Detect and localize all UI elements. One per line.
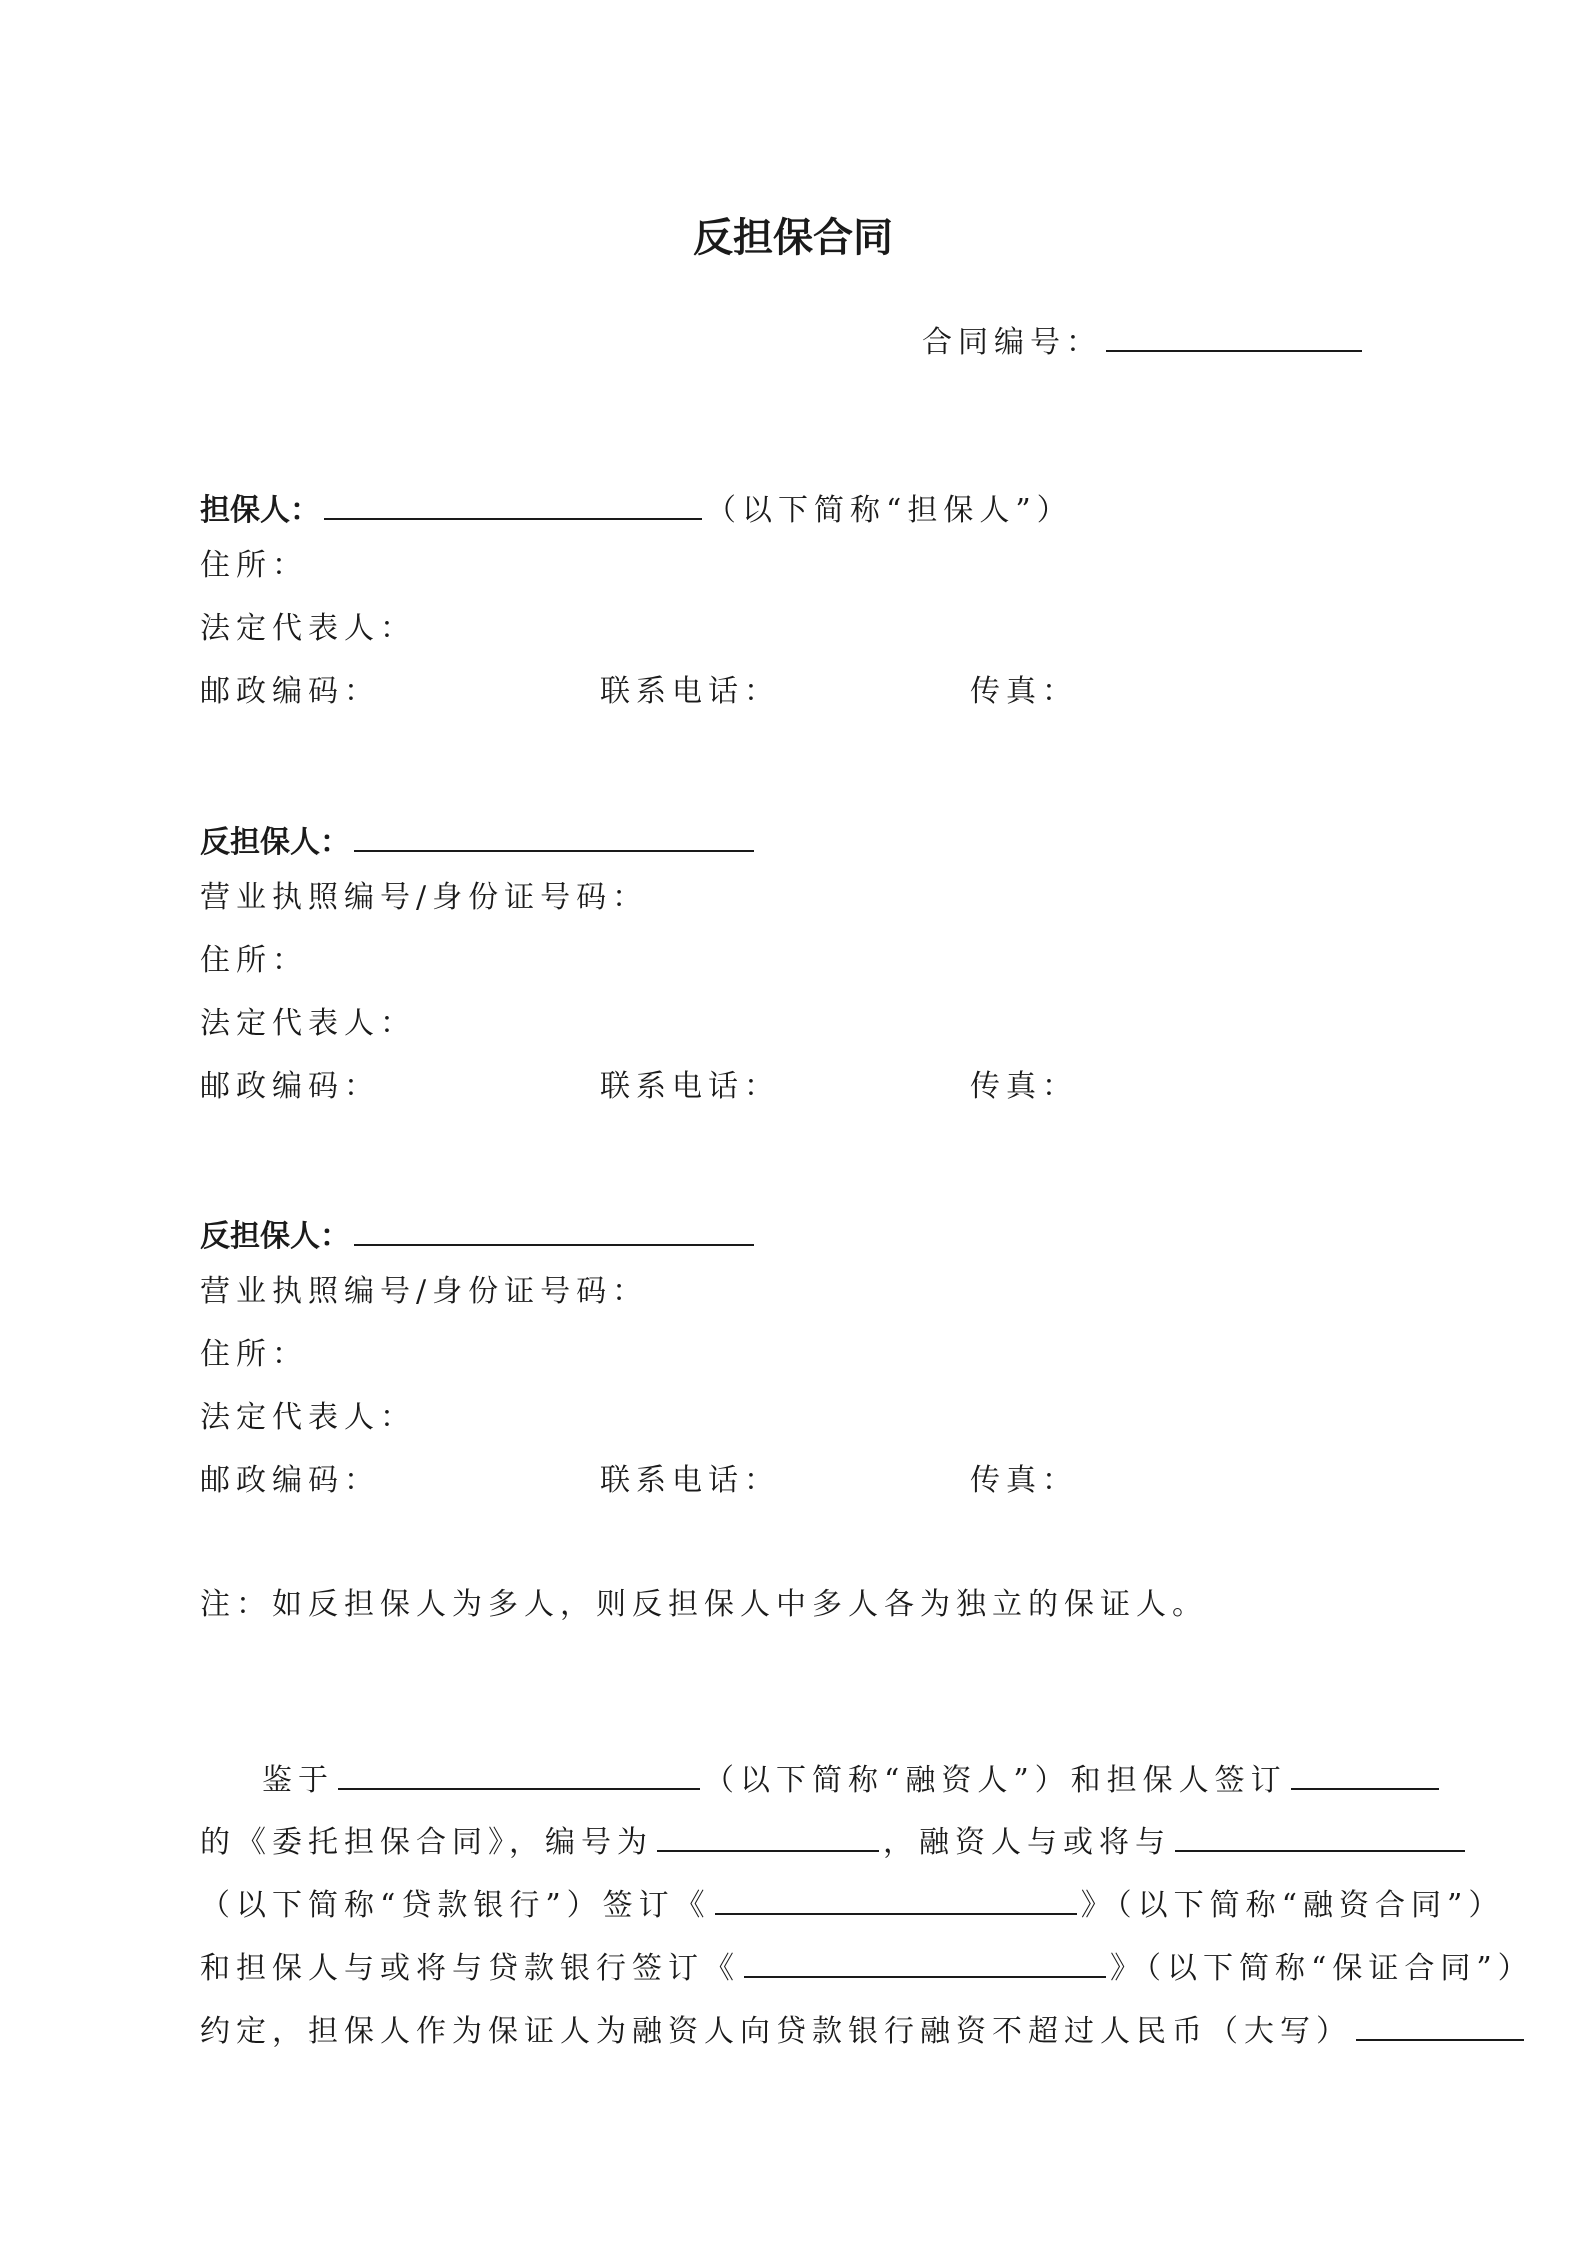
counter-guarantor-2-fax: 传真：	[970, 1463, 1078, 1498]
counter-guarantor-1-phone: 联系电话：	[600, 1069, 780, 1104]
counter-guarantor-1-address: 住所：	[200, 943, 308, 978]
contract-number-row	[922, 320, 1366, 358]
guarantor-label: 担保人：	[200, 493, 320, 528]
body-text: ，融资人与或将与	[883, 1825, 1171, 1860]
contract-number-label: 合同编号：	[922, 325, 1102, 360]
body-text: （以下简称“贷款银行”）签订《	[200, 1888, 711, 1923]
guarantee-contract-name-field[interactable]	[744, 1946, 1106, 1978]
counter-guarantor-1-legal-rep: 法定代表人：	[200, 1006, 416, 1041]
document-title: 反担保合同	[693, 215, 893, 261]
guarantor-alias: （以下简称“担保人”）	[706, 493, 1073, 528]
counter-guarantor-1-name-field[interactable]	[354, 820, 754, 852]
body-line-2	[200, 1820, 1469, 1858]
financing-party-field[interactable]	[338, 1758, 700, 1790]
counter-guarantor-1-name-row	[200, 820, 758, 858]
guarantor-phone: 联系电话：	[600, 674, 780, 709]
body-text: 鉴于	[262, 1763, 334, 1798]
body-line-4	[200, 1946, 1534, 1984]
counter-guarantor-1-license: 营业执照编号/身份证号码：	[200, 880, 649, 915]
counter-guarantor-label: 反担保人：	[200, 1219, 350, 1254]
counter-guarantor-1-fax: 传真：	[970, 1069, 1078, 1104]
guarantor-name-row	[200, 488, 1073, 526]
counter-guarantor-2-postcode: 邮政编码：	[200, 1463, 380, 1498]
signing-date-field[interactable]	[1291, 1758, 1439, 1790]
body-text: 和担保人与或将与贷款银行签订《	[200, 1951, 740, 1986]
guarantor-fax: 传真：	[970, 674, 1078, 709]
counter-guarantor-2-address: 住所：	[200, 1337, 308, 1372]
financing-contract-name-field[interactable]	[715, 1883, 1077, 1915]
guarantor-legal-rep: 法定代表人：	[200, 611, 416, 646]
body-line-5	[200, 2009, 1528, 2047]
counter-guarantor-2-legal-rep: 法定代表人：	[200, 1400, 416, 1435]
guarantor-name-field[interactable]	[324, 488, 702, 520]
body-text: 》（以下简称“保证合同”）	[1110, 1951, 1534, 1986]
counter-guarantor-2-name-field[interactable]	[354, 1214, 754, 1246]
body-text: 约定，担保人作为保证人为融资人向贷款银行融资不超过人民币（大写）	[200, 2014, 1352, 2049]
counter-guarantor-2-name-row	[200, 1214, 758, 1252]
guarantor-postcode: 邮政编码：	[200, 674, 380, 709]
counter-guarantor-1-postcode: 邮政编码：	[200, 1069, 380, 1104]
body-text: 》（以下简称“融资合同”）	[1080, 1888, 1505, 1923]
body-text: （以下简称“融资人”）和担保人签订	[704, 1763, 1287, 1798]
entrustment-contract-number-field[interactable]	[657, 1820, 879, 1852]
lending-bank-field[interactable]	[1175, 1820, 1465, 1852]
counter-guarantor-label: 反担保人：	[200, 825, 350, 860]
amount-in-words-field[interactable]	[1356, 2009, 1524, 2041]
body-line-3	[200, 1883, 1504, 1921]
body-text: 的《委托担保合同》，编号为	[200, 1825, 653, 1860]
guarantor-address: 住所：	[200, 548, 308, 583]
counter-guarantor-2-license: 营业执照编号/身份证号码：	[200, 1274, 649, 1309]
body-line-1	[262, 1758, 1443, 1796]
contract-number-field[interactable]	[1106, 320, 1362, 352]
counter-guarantor-2-phone: 联系电话：	[600, 1463, 780, 1498]
note: 注：如反担保人为多人，则反担保人中多人各为独立的保证人。	[200, 1587, 1208, 1622]
